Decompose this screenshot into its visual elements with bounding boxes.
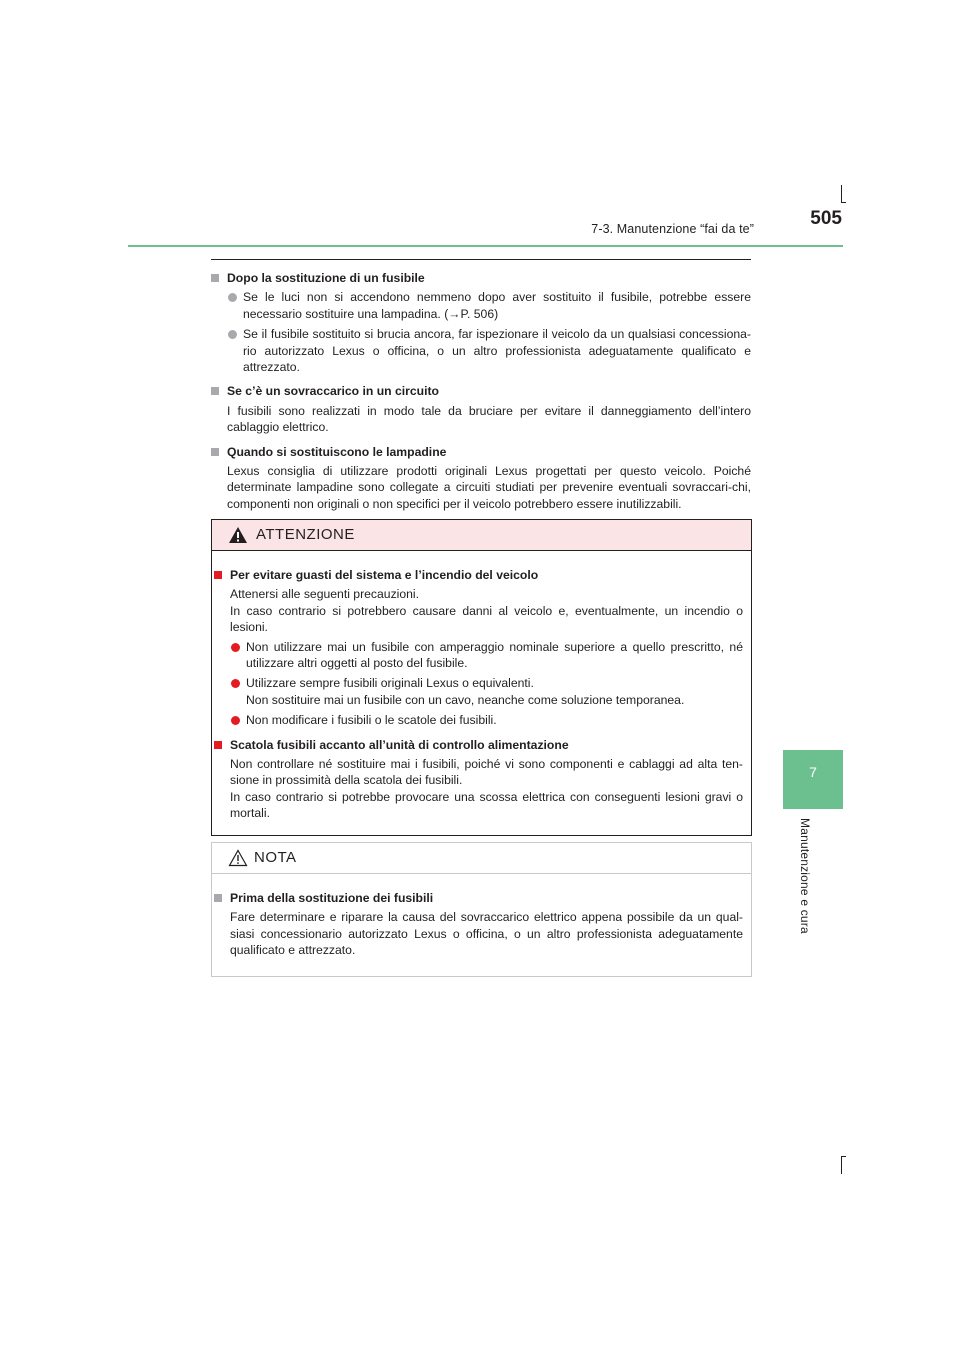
warning-heading: Scatola fusibili accanto all’unità di controllo alimentazione — [214, 737, 743, 753]
crop-mark-top-foot — [841, 202, 846, 203]
note-body — [212, 874, 751, 976]
crop-mark-top — [841, 185, 842, 203]
list-item: Utilizzare sempre fusibili originali Lexus o equivalenti. Non sostituire mai un fusibile con un cavo, neanche come soluzione temporanea. — [214, 675, 743, 708]
crop-mark-bottom-foot — [841, 1156, 846, 1157]
round-bullet-icon — [228, 293, 237, 302]
square-bullet-icon — [214, 571, 222, 579]
chapter-label: Manutenzione e cura — [798, 818, 812, 934]
page-number: 505 — [810, 208, 842, 229]
square-bullet-icon — [214, 894, 222, 902]
caution-triangle-icon — [228, 849, 248, 867]
round-bullet-icon — [228, 330, 237, 339]
content-top-rule — [211, 259, 751, 260]
section-heading: Quando si sostituiscono le lampadine — [211, 444, 751, 460]
main-content — [211, 270, 751, 515]
list-item: Non modificare i fusibili o le scatole dei fusibili. — [214, 712, 743, 728]
square-bullet-icon — [211, 387, 219, 395]
square-bullet-icon — [211, 274, 219, 282]
note-box — [211, 842, 752, 977]
warning-body — [212, 551, 751, 835]
warning-text: Non controllare né sostituire mai i fusibili, poiché vi sono componenti e cablaggi ad alta ten-sione in prossimità della scatola dei fusibili. — [230, 757, 743, 788]
warning-intro: In caso contrario si potrebbero causare danni al veicolo e, eventualmente, un incendio o lesioni. — [230, 603, 743, 635]
warning-triangle-icon — [228, 526, 248, 544]
warning-box — [211, 519, 752, 836]
note-text: Fare determinare e riparare la causa del sovraccarico elettrico appena possibile da un qual-siasi concessionario autorizzato Lexus o officina, o un altro professionista adeguatamente qualificato e attrezzato. — [230, 910, 743, 958]
warning-text: In caso contrario si potrebbe provocare una scossa elettrica con conseguenti lesioni gravi o mortali. — [230, 789, 743, 821]
chapter-tab — [783, 750, 843, 809]
round-bullet-icon — [231, 679, 240, 688]
warning-heading: Per evitare guasti del sistema e l’incendio del veicolo — [214, 567, 743, 583]
square-bullet-icon — [214, 741, 222, 749]
list-item: Se le luci non si accendono nemmeno dopo aver sostituito il fusibile, potrebbe essere necessario sostituire una lampadina. (→P. 506) — [211, 289, 751, 322]
square-bullet-icon — [211, 448, 219, 456]
round-bullet-icon — [231, 643, 240, 652]
list-item: Se il fusibile sostituito si brucia ancora, far ispezionare il veicolo da un qualsiasi concessiona-rio autorizzato Lexus o officina, o un altro professionista adeguatamente qualificato e attrezzato. — [211, 326, 751, 375]
crop-mark-bottom — [841, 1156, 842, 1174]
warning-title: ATTENZIONE — [256, 526, 355, 543]
chapter-number: 7 — [809, 764, 817, 780]
section-heading: Se c’è un sovraccarico in un circuito — [211, 383, 751, 399]
warning-header — [212, 520, 751, 551]
page-header — [128, 210, 842, 246]
section-title: 7-3. Manutenzione “fai da te” — [591, 222, 754, 236]
list-item: Non utilizzare mai un fusibile con amperaggio nominale superiore a quello prescritto, né utilizzare altri oggetti al posto del fusibile. — [214, 639, 743, 672]
note-title: NOTA — [254, 849, 297, 866]
header-rule — [128, 245, 843, 247]
section-text: Lexus consiglia di utilizzare prodotti originali Lexus progettati per questo veicolo. Poiché determinate lampadine sono collegate a circuiti studiati per prevenire eventuali sovraccari-chi, componenti non originali o non specifici per il veicolo potrebbero essere inutilizzabili. — [227, 464, 751, 511]
section-heading: Dopo la sostituzione di un fusibile — [211, 270, 751, 286]
warning-intro: Attenersi alle seguenti precauzioni. — [230, 587, 420, 602]
note-heading: Prima della sostituzione dei fusibili — [214, 890, 743, 906]
round-bullet-icon — [231, 716, 240, 725]
section-text: I fusibili sono realizzati in modo tale da bruciare per evitare il danneggiamento dell’intero cablaggio elettrico. — [227, 403, 751, 435]
note-header — [212, 843, 751, 874]
